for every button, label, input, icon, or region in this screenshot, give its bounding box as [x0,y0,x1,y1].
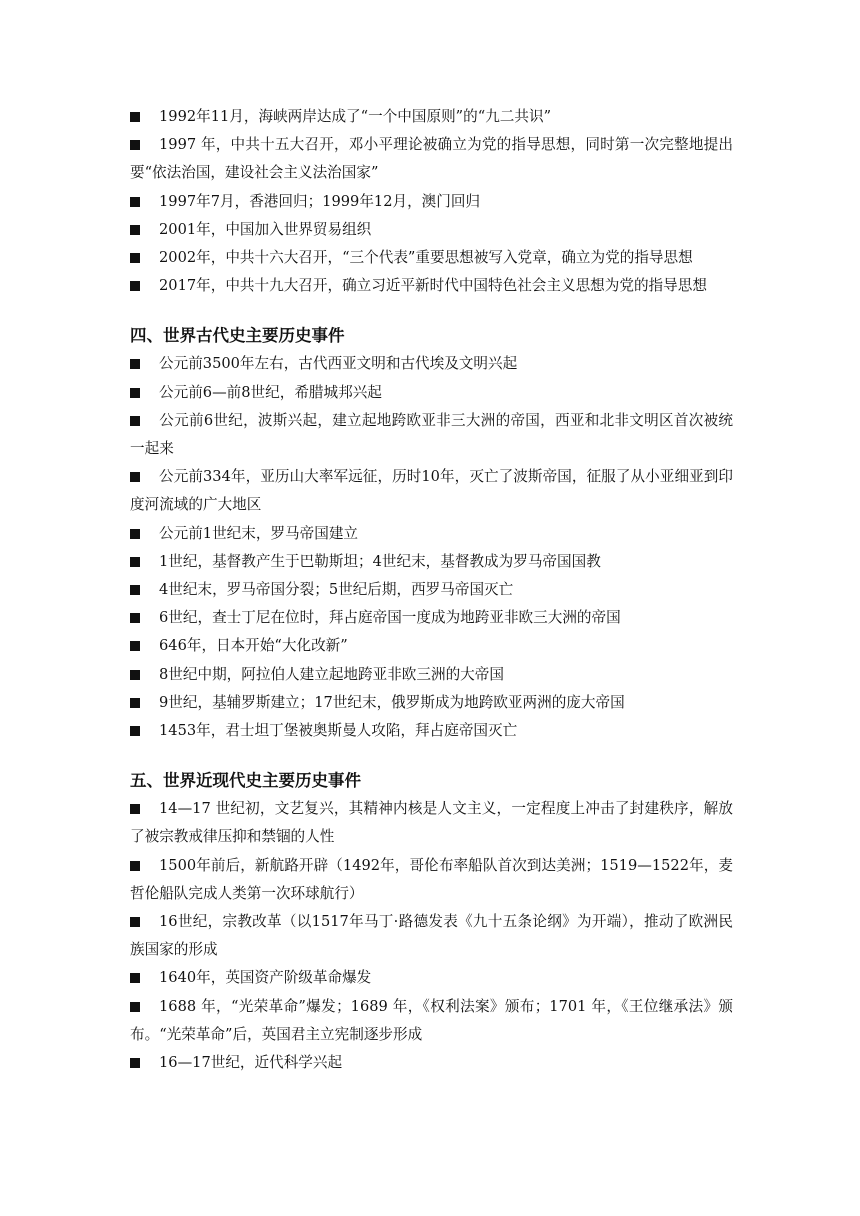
square-bullet-icon [130,225,140,235]
square-bullet-icon [130,472,140,482]
section-china-modern-events [130,103,733,300]
item-text: 2001年，中国加入世界贸易组织 [159,220,372,238]
square-bullet-icon [130,112,140,122]
item-text: 1688 年，“光荣革命”爆发；1689 年，《权利法案》颁布；1701 年，《王位继承法》颁布。“光荣革命”后，英国君主立宪制逐步形成 [130,997,733,1043]
list-item [130,964,733,992]
list-item [130,908,733,964]
square-bullet-icon [130,698,140,708]
list-item [130,576,733,604]
item-text: 4世纪末，罗马帝国分裂；5世纪后期，西罗马帝国灭亡 [159,581,514,599]
list-item [130,1049,733,1077]
list-item [130,993,733,1049]
item-text: 2017年，中共十九大召开，确立习近平新时代中国特色社会主义思想为党的指导思想 [159,277,707,295]
square-bullet-icon [130,529,140,539]
item-text: 公元前6—前8世纪，希腊城邦兴起 [159,383,382,401]
item-text: 公元前1世纪末，罗马帝国建立 [159,524,359,542]
list-item [130,272,733,300]
item-text: 16—17世纪，近代科学兴起 [159,1054,343,1072]
square-bullet-icon [130,557,140,567]
square-bullet-icon [130,416,140,426]
item-list [130,795,733,1077]
square-bullet-icon [130,197,140,207]
item-text: 1640年，英国资产阶级革命爆发 [159,969,372,987]
square-bullet-icon [130,861,140,871]
item-text: 公元前334年，亚历山大率军远征，历时10年，灭亡了波斯帝国，征服了从小亚细亚到印度河流域的广大地区 [130,468,733,514]
list-item [130,216,733,244]
square-bullet-icon [130,726,140,736]
list-item [130,407,733,463]
item-list [130,103,733,300]
list-item [130,689,733,717]
list-item [130,852,733,908]
item-text: 8世纪中期，阿拉伯人建立起地跨亚非欧三洲的大帝国 [159,665,504,683]
list-item [130,379,733,407]
item-text: 1453年，君士坦丁堡被奥斯曼人攻陷，拜占庭帝国灭亡 [159,722,518,740]
square-bullet-icon [130,1058,140,1068]
list-item [130,717,733,745]
item-text: 公元前3500年左右，古代西亚文明和古代埃及文明兴起 [159,355,518,373]
square-bullet-icon [130,359,140,369]
list-item [130,548,733,576]
item-text: 646年，日本开始“大化改新” [159,637,348,655]
item-text: 1992年11月，海峡两岸达成了“一个中国原则”的“九二共识” [159,108,552,125]
list-item [130,188,733,216]
list-item [130,661,733,689]
list-item [130,350,733,378]
item-list [130,350,733,745]
square-bullet-icon [130,641,140,651]
list-item [130,131,733,187]
square-bullet-icon [130,281,140,291]
item-text: 16世纪，宗教改革（以1517年马丁·路德发表《九十五条论纲》为开端），推动了欧洲民族国家的形成 [130,913,733,959]
item-text: 6世纪，查士丁尼在位时，拜占庭帝国一度成为地跨亚非欧三大洲的帝国 [159,609,621,627]
list-item [130,103,733,131]
item-text: 14—17 世纪初，文艺复兴，其精神内核是人文主义，一定程度上冲击了封建秩序，解放了被宗教戒律压抑和禁锢的人性 [130,800,733,846]
list-item [130,463,733,519]
item-text: 1997 年，中共十五大召开，邓小平理论被确立为党的指导思想，同时第一次完整地提出要“依法治国，建设社会主义法治国家” [130,136,733,182]
item-text: 公元前6世纪，波斯兴起，建立起地跨欧亚非三大洲的帝国，西亚和北非文明区首次被统一起来 [130,411,733,458]
list-item [130,520,733,548]
item-text: 1997年7月，香港回归；1999年12月，澳门回归 [159,192,481,210]
item-text: 2002年，中共十六大召开，“三个代表”重要思想被写入党章，确立为党的指导思想 [159,249,693,267]
section-world-ancient-history [130,322,733,745]
list-item [130,632,733,660]
square-bullet-icon [130,1002,140,1012]
square-bullet-icon [130,613,140,623]
square-bullet-icon [130,973,140,983]
list-item [130,604,733,632]
square-bullet-icon [130,253,140,263]
list-item [130,795,733,851]
square-bullet-icon [130,585,140,595]
section-world-modern-history [130,767,733,1077]
square-bullet-icon [130,917,140,927]
item-text: 1500年前后，新航路开辟（1492年，哥伦布率船队首次到达美洲；1519—1522年，麦哲伦船队完成人类第一次环球航行） [130,856,733,902]
document-content [130,103,733,1099]
item-text: 1世纪，基督教产生于巴勒斯坦；4世纪末，基督教成为罗马帝国国教 [159,552,601,570]
list-item [130,244,733,272]
section-heading: 四、世界古代史主要历史事件 [130,326,345,346]
item-text: 9世纪，基辅罗斯建立；17世纪末，俄罗斯成为地跨欧亚两洲的庞大帝国 [159,693,625,711]
square-bullet-icon [130,804,140,814]
square-bullet-icon [130,670,140,680]
square-bullet-icon [130,388,140,398]
section-heading: 五、世界近现代史主要历史事件 [130,771,361,791]
square-bullet-icon [130,140,140,150]
